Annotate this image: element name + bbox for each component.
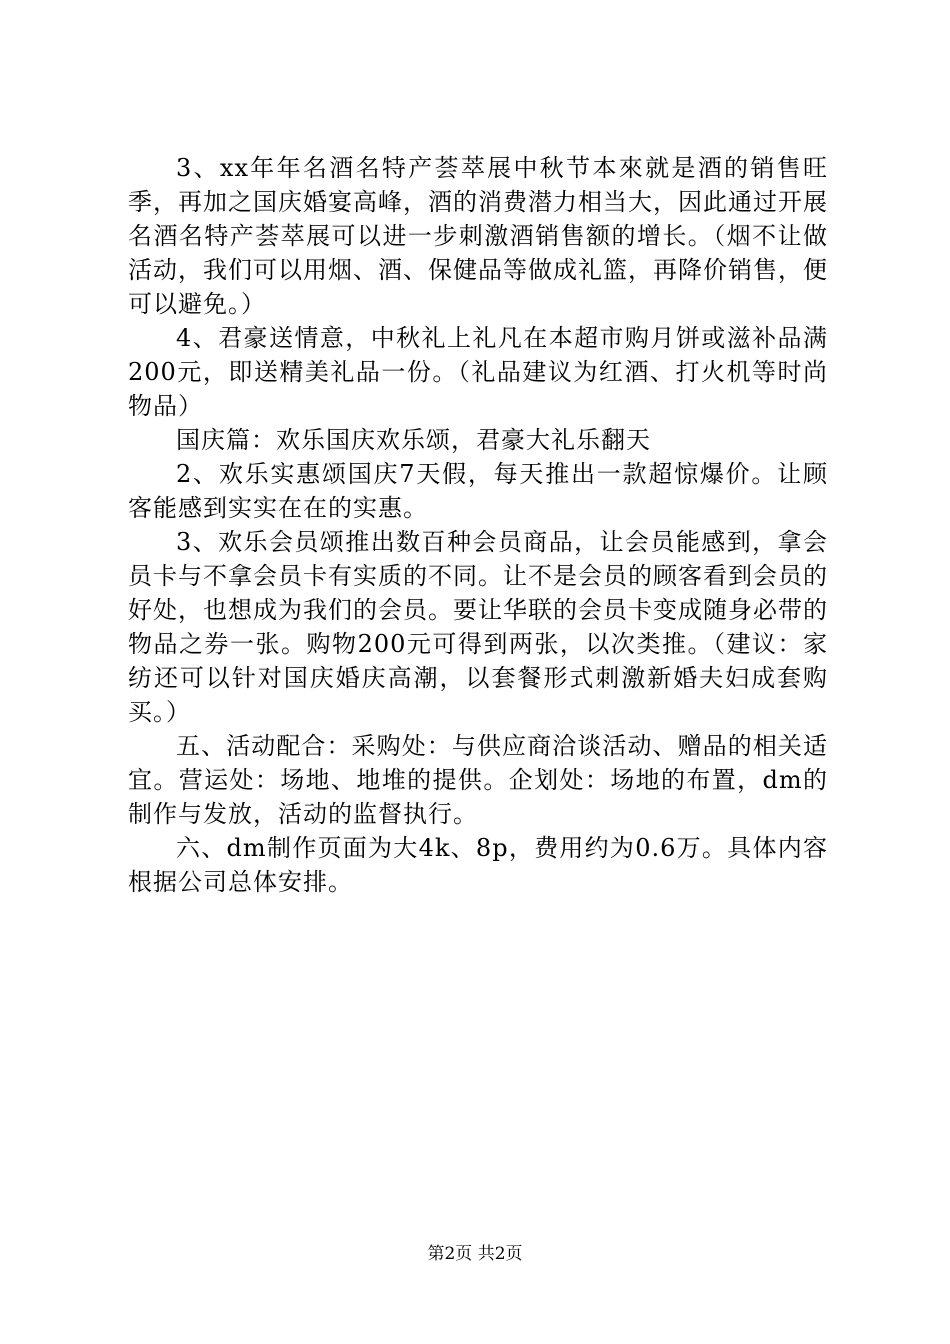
page-number-footer: 第2页 共2页 [427, 1244, 523, 1264]
document-body [128, 151, 828, 899]
paragraph-national-day-heading: 国庆篇：欢乐国庆欢乐颂，君豪大礼乐翻天 [176, 426, 651, 454]
paragraph-liquor-expo: 3、xx年年名酒名特产荟萃展中秋节本來就是酒的销售旺季，再加之国庆婚宴高峰，酒的消费潜力相当大，因此通过开展名酒名特产荟萃展可以进一步刺激酒销售额的增长。（烟不让做活动，我们可以用烟、酒、保健品等做成礼篮，再降价销售，便可以避免。） [128, 154, 828, 318]
paragraph-mid-autumn-gift: 4、君豪送情意，中秋礼上礼凡在本超市购月饼或滋补品满200元，即送精美礼品一份。（礼品建议为红酒、打火机等时尚物品） [128, 324, 828, 420]
paragraph-holiday-deals: 2、欢乐实惠颂国庆7天假，每天推出一款超惊爆价。让顾客能感到实实在在的实惠。 [128, 460, 828, 522]
paragraph-activity-coordination: 五、活动配合：采购处：与供应商洽谈活动、赠品的相关适宜。营运处：场地、地堆的提供。企划处：场地的布置，dm的制作与发放，活动的监督执行。 [128, 732, 828, 828]
paragraph-member-program: 3、欢乐会员颂推出数百种会员商品，让会员能感到，拿会员卡与不拿会员卡有实质的不同。让不是会员的顾客看到会员的好处，也想成为我们的会员。要让华联的会员卡变成随身必带的物品之券一张。购物200元可得到两张，以次类推。（建议：家纺还可以针对国庆婚庆高潮，以套餐形式刺激新婚夫妇成套购买。） [128, 528, 828, 726]
paragraph-dm-production: 六、dm制作页面为大4k、8p，费用约为0.6万。具体内容根据公司总体安排。 [128, 834, 828, 896]
